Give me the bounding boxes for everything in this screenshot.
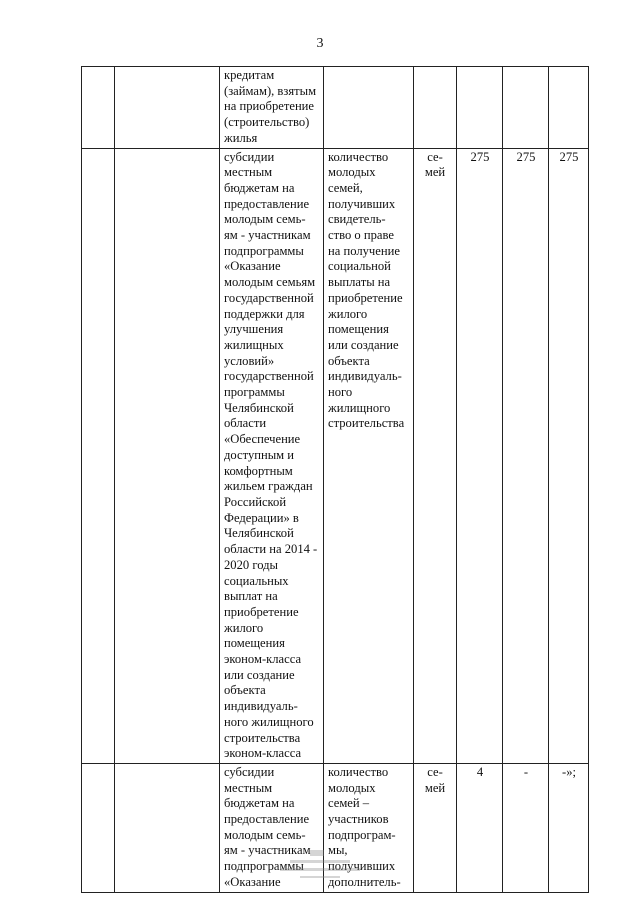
value-cell-1: 275 bbox=[457, 148, 503, 763]
section-cell bbox=[115, 67, 220, 149]
value-cell-3: -»; bbox=[549, 763, 589, 892]
section-cell bbox=[115, 763, 220, 892]
row-number-cell bbox=[82, 763, 115, 892]
value-cell-3 bbox=[549, 67, 589, 149]
section-cell bbox=[115, 148, 220, 763]
value-cell-3: 275 bbox=[549, 148, 589, 763]
description-cell: субсидии местным бюджетам на предоставление молодым семь- ям - участникам подпрограммы «Оказание bbox=[220, 763, 324, 892]
value-cell-2: 275 bbox=[503, 148, 549, 763]
table-row bbox=[82, 148, 589, 763]
indicator-cell: количество молодых семей – участников подпрограм- мы, получивших дополнитель- bbox=[324, 763, 414, 892]
unit-cell: се- мей bbox=[414, 763, 457, 892]
description-cell: субсидии местным бюджетам на предоставление молодым семь- ям - участникам подпрограммы «Оказание молодым семьям государственной поддержки для улучшения жилищных условий» государственной программы Челябинской области «Обеспечение доступным и комфортным жильем граждан Российской Федерации» в Челябинской области на 2014 - 2020 годы социальных выплат на приобретение жилого помещения эконом-класса или создание объекта индивидуаль- ного жилищного строительства эконом-класса bbox=[220, 148, 324, 763]
description-cell: кредитам (займам), взятым на приобретение (строительство) жилья bbox=[220, 67, 324, 149]
value-cell-1 bbox=[457, 67, 503, 149]
value-cell-2 bbox=[503, 67, 549, 149]
row-number-cell bbox=[82, 148, 115, 763]
value-cell-2: - bbox=[503, 763, 549, 892]
row-number-cell bbox=[82, 67, 115, 149]
indicator-cell bbox=[324, 67, 414, 149]
value-cell-1: 4 bbox=[457, 763, 503, 892]
indicator-cell: количество молодых семей, получивших свидетель- ство о праве на получение социальной выплаты на приобретение жилого помещения или создание объекта индивидуаль- ного жилищного строительства bbox=[324, 148, 414, 763]
unit-cell: се- мей bbox=[414, 148, 457, 763]
faint-stamp-mark bbox=[250, 848, 390, 882]
table-row bbox=[82, 67, 589, 149]
unit-cell bbox=[414, 67, 457, 149]
data-table bbox=[81, 66, 589, 893]
page-number: 3 bbox=[316, 36, 324, 51]
